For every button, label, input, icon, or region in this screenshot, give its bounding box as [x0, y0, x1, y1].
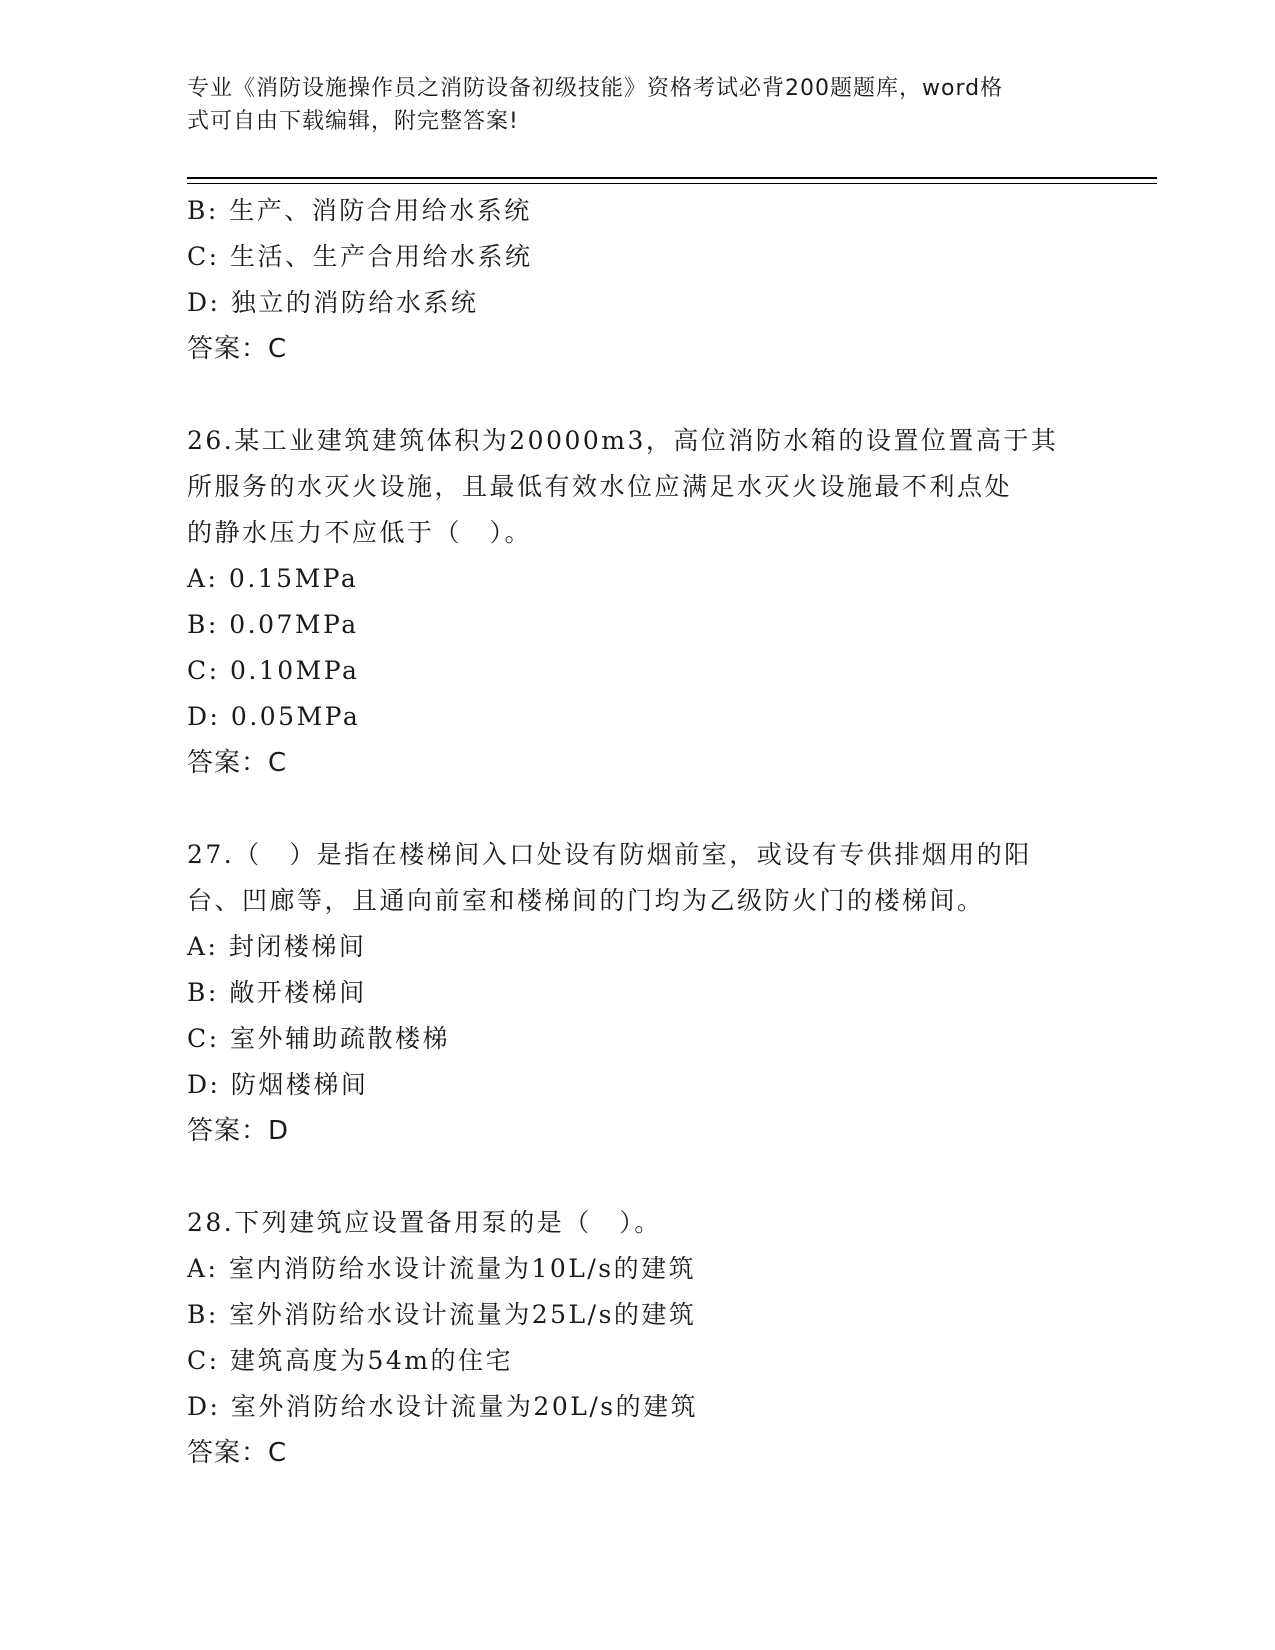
- option-a: A: 封闭楼梯间: [187, 932, 367, 961]
- header-rule-thin: [187, 183, 1157, 184]
- question-stem-line: 27.（ ）是指在楼梯间入口处设有防烟前室，或设有专供排烟用的阳: [187, 840, 1032, 869]
- question-28: [187, 1200, 1087, 1476]
- option-b: B: 敞开楼梯间: [187, 978, 367, 1007]
- option-c: C: 室外辅助疏散楼梯: [187, 1024, 450, 1053]
- document-header: [187, 72, 1067, 138]
- option-d: D: 0.05MPa: [187, 702, 361, 731]
- answer: 答案：C: [187, 1438, 288, 1468]
- answer: 答案：C: [187, 748, 288, 778]
- option-a: A: 室内消防给水设计流量为10L/s的建筑: [187, 1254, 697, 1283]
- option-b: B: 生产、消防合用给水系统: [187, 196, 532, 225]
- question-stem-line: 的静水压力不应低于（ ）。: [187, 518, 533, 547]
- question-stem-line: 台、凹廊等，且通向前室和楼梯间的门均为乙级防火门的楼梯间。: [187, 886, 985, 915]
- question-list: [187, 188, 1087, 1476]
- question-stem-line: 所服务的水灭火设施，且最低有效水位应满足水灭火设施最不利点处: [187, 472, 1013, 501]
- question-stem-line: 28.下列建筑应设置备用泵的是（ ）。: [187, 1208, 662, 1237]
- header-rule-thick: [187, 177, 1157, 179]
- option-b: B: 0.07MPa: [187, 610, 359, 639]
- option-d: D: 室外消防给水设计流量为20L/s的建筑: [187, 1392, 699, 1421]
- option-b: B: 室外消防给水设计流量为25L/s的建筑: [187, 1300, 697, 1329]
- question-stem-line: 26.某工业建筑建筑体积为20000m3，高位消防水箱的设置位置高于其: [187, 426, 1059, 455]
- question-25-tail: [187, 188, 1087, 372]
- question-26: [187, 418, 1087, 786]
- spacer: [187, 372, 1087, 418]
- option-d: D: 防烟楼梯间: [187, 1070, 369, 1099]
- option-a: A: 0.15MPa: [187, 564, 359, 593]
- option-c: C: 建筑高度为54m的住宅: [187, 1346, 514, 1375]
- answer: 答案：D: [187, 1116, 290, 1146]
- option-c: C: 生活、生产合用给水系统: [187, 242, 533, 271]
- spacer: [187, 1154, 1087, 1200]
- header-line-2: 式可自由下载编辑，附完整答案!: [187, 109, 519, 134]
- question-27: [187, 832, 1087, 1154]
- header-line-1: 专业《消防设施操作员之消防设备初级技能》资格考试必背200题题库，word格: [187, 76, 1004, 101]
- option-c: C: 0.10MPa: [187, 656, 360, 685]
- option-d: D: 独立的消防给水系统: [187, 288, 479, 317]
- spacer: [187, 786, 1087, 832]
- answer: 答案：C: [187, 334, 288, 364]
